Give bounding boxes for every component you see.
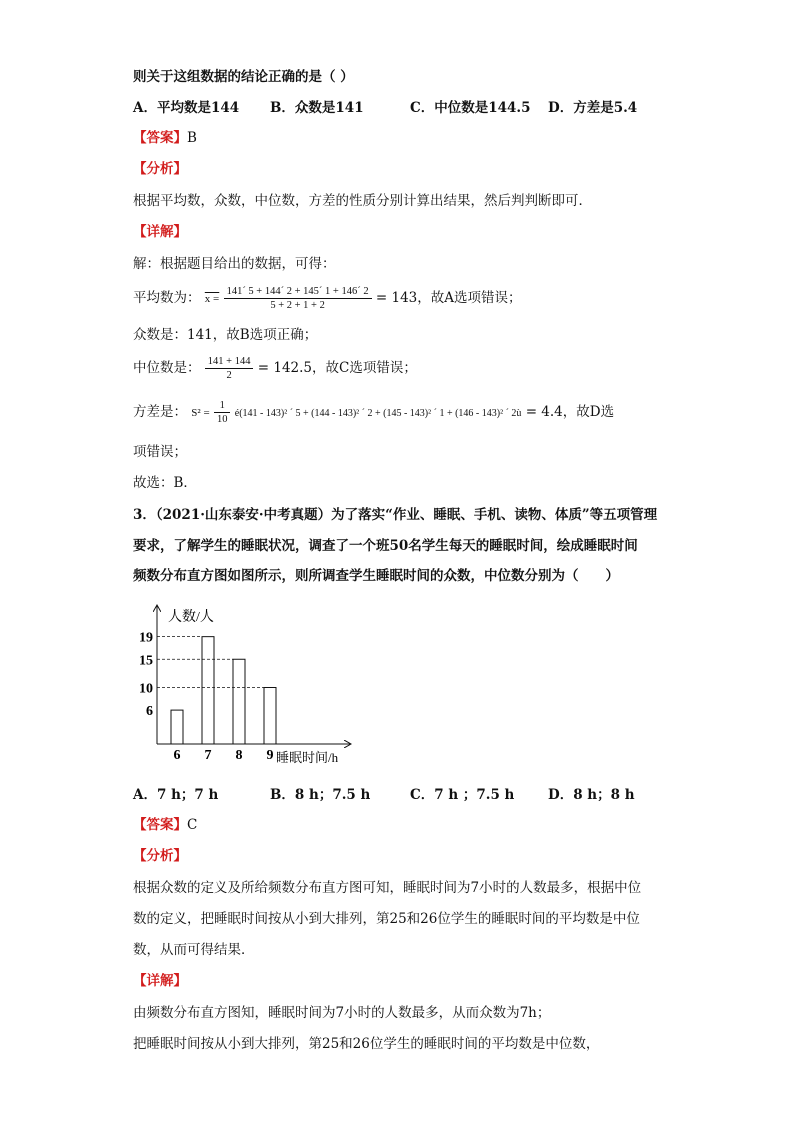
q3-analysis-tag: 【分析】 [133, 848, 187, 864]
q2-option-d: D．方差是5.4 [548, 100, 638, 116]
q2-detail-intro: 解：根据题目给出的数据，可得： [133, 256, 336, 272]
variance-fraction [214, 399, 231, 426]
q2-variance-cont: 项错误； [133, 444, 187, 460]
q2-detail-tag: 【详解】 [133, 224, 187, 240]
histogram-bar [202, 637, 214, 744]
answer-tag: 【答案】 [133, 817, 187, 833]
q3-detail-tag: 【详解】 [133, 973, 187, 989]
answer-value: C [187, 817, 198, 833]
variance-numerator: 1 [214, 399, 231, 413]
variance-denominator: 10 [216, 414, 228, 425]
x-tick-label: 9 [266, 748, 274, 763]
q2-analysis-text: 根据平均数，众数，中位数，方差的性质分别计算出结果，然后判判断即可． [133, 193, 592, 209]
variance-symbol: S² = [191, 407, 210, 419]
q3-option-b: B．8 h；7.5 h [270, 787, 371, 803]
mean-fraction [224, 285, 372, 312]
q3-stem-line-3: 频数分布直方图如图所示，则所调查学生睡眠时间的众数，中位数分别为（ ） [133, 568, 619, 584]
q2-mode-line: 众数是：141，故B选项正确； [133, 327, 318, 343]
y-axis-label: 人数/人 [168, 610, 214, 625]
y-tick-label: 15 [139, 653, 153, 669]
q3-option-d: D．8 h；8 h [548, 787, 635, 803]
histogram-bar [171, 710, 183, 744]
q2-variance-line [133, 398, 614, 428]
x-axis-label: 睡眠时间/h [276, 750, 339, 765]
variance-label: 方差是： [133, 404, 187, 420]
q3-answer [133, 816, 197, 834]
variance-body: é(141 - 143)² ´ 5 + (144 - 143)² ´ 2 + (145 - 143)² ´ 1 + (146 - 143)² ´ 2ù [234, 408, 522, 419]
q2-choice: 故选：B． [133, 475, 197, 491]
q3-analysis-line-1: 根据众数的定义及所给频数分布直方图可知，睡眠时间为7小时的人数最多，根据中位 [133, 880, 642, 896]
q2-median-line [133, 354, 417, 382]
answer-tag: 【答案】 [133, 130, 187, 146]
variance-result: = 4.4，故D选 [525, 404, 615, 420]
x-tick-label: 6 [173, 748, 181, 763]
median-fraction [205, 355, 254, 382]
median-denominator: 2 [226, 370, 232, 381]
answer-value: B [187, 130, 197, 146]
q3-option-a: A．7 h；7 h [133, 787, 219, 803]
mean-numerator: 141´ 5 + 144´ 2 + 145´ 1 + 146´ 2 [224, 285, 372, 299]
q2-option-c: C．中位数是144.5 [410, 100, 531, 116]
mean-denominator: 5 + 2 + 1 + 2 [270, 300, 325, 311]
q2-answer [133, 129, 197, 147]
mean-result: = 143，故A选项错误； [375, 290, 522, 306]
q3-detail-line-2: 把睡眠时间按从小到大排列，第25和26位学生的睡眠时间的平均数是中位数， [133, 1036, 600, 1052]
histogram-chart [120, 600, 370, 775]
q2-stem-tail: 则关于这组数据的结论正确的是（ ） [133, 69, 354, 85]
q2-option-b: B．众数是141 [270, 100, 364, 116]
q3-analysis-line-2: 数的定义，把睡眠时间按从小到大排列，第25和26位学生的睡眠时间的平均数是中位 [133, 911, 640, 927]
q2-mean-line [133, 284, 522, 313]
median-result: = 142.5，故C选项错误； [257, 360, 417, 376]
x-tick-label: 8 [235, 748, 243, 763]
mean-symbol: x = [204, 293, 220, 305]
histogram-bar [264, 688, 276, 745]
y-tick-label: 6 [146, 704, 153, 720]
q3-option-c: C．7 h ；7.5 h [410, 787, 515, 803]
q3-stem-line-2: 要求，了解学生的睡眠状况，调查了一个班50名学生每天的睡眠时间，绘成睡眠时间 [133, 538, 638, 554]
median-label: 中位数是： [133, 360, 201, 376]
histogram-bar [233, 659, 245, 744]
q2-option-a: A．平均数是144 [133, 100, 240, 116]
mean-label: 平均数为： [133, 290, 201, 306]
y-tick-label: 19 [139, 630, 153, 646]
q3-stem-line-1: 3．（2021·山东泰安·中考真题）为了落实“作业、睡眠、手机、读物、体质”等五项管理 [133, 507, 658, 523]
q3-analysis-line-3: 数，从而可得结果． [133, 942, 255, 958]
x-tick-label: 7 [204, 748, 212, 763]
median-numerator: 141 + 144 [205, 355, 254, 369]
y-tick-label: 10 [139, 681, 153, 697]
q2-analysis-tag: 【分析】 [133, 161, 187, 177]
q3-detail-line-1: 由频数分布直方图知，睡眠时间为7小时的人数最多，从而众数为7h； [133, 1005, 551, 1021]
